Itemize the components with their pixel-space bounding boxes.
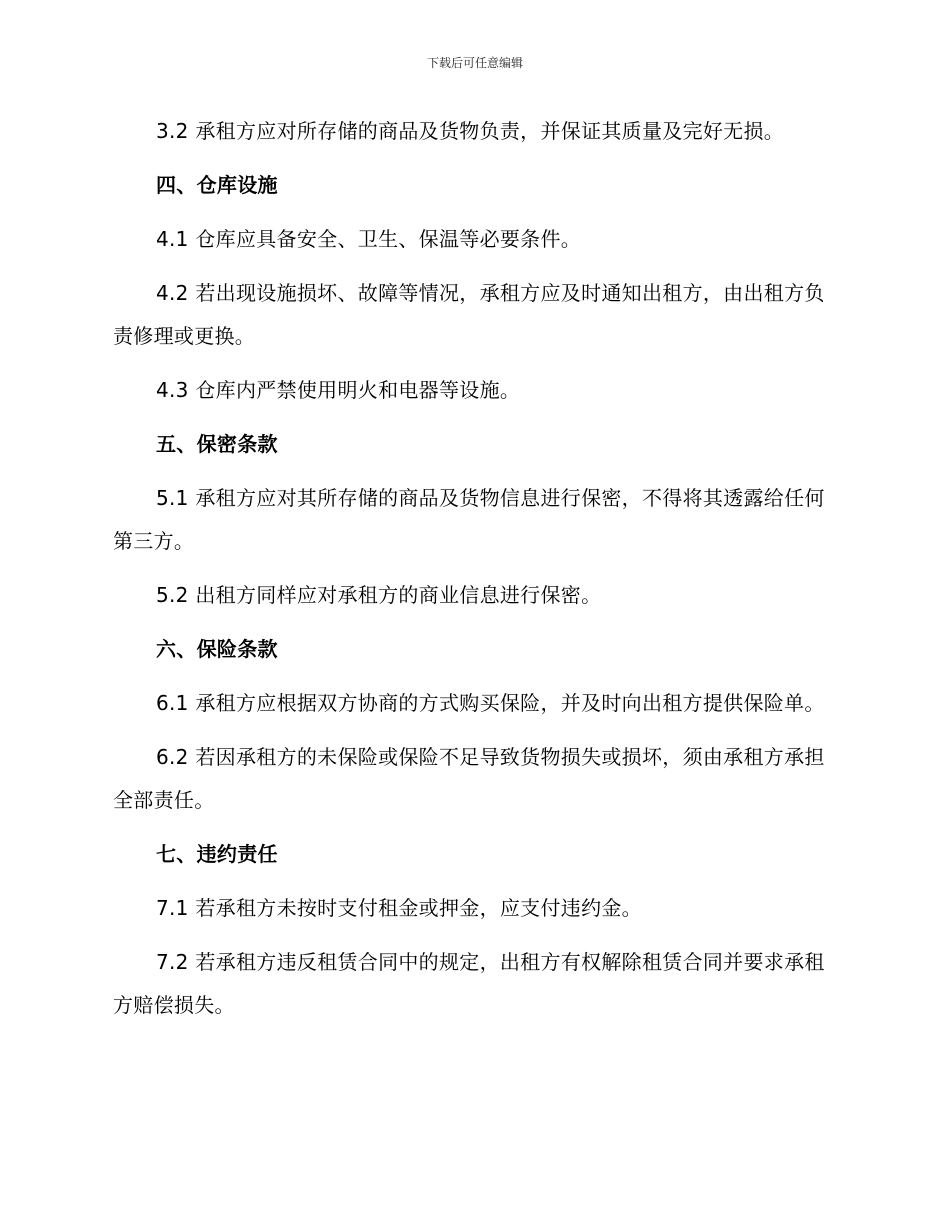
clause-6-1: 6.1 承租方应根据双方协商的方式购买保险，并及时向出租方提供保险单。: [156, 691, 825, 715]
section-heading-insurance: 六、保险条款: [156, 637, 278, 661]
clause-5-1: 5.1 承租方应对其所存储的商品及货物信息进行保密，不得将其透露给任何第三方。: [113, 486, 825, 553]
section-heading-facilities: 四、仓库设施: [156, 173, 278, 197]
clause-4-3: 4.3 仓库内严禁使用明火和电器等设施。: [156, 378, 521, 402]
clause-7-1: 7.1 若承租方未按时支付租金或押金，应支付违约金。: [156, 896, 642, 920]
clause-4-1: 4.1 仓库应具备安全、卫生、保温等必要条件。: [156, 227, 582, 251]
clause-5-2: 5.2 出租方同样应对承租方的商业信息进行保密。: [156, 583, 602, 607]
clause-4-2: 4.2 若出现设施损坏、故障等情况，承租方应及时通知出租方，由出租方负责修理或更换。: [113, 281, 825, 348]
clause-6-2: 6.2 若因承租方的未保险或保险不足导致货物损失或损坏，须由承租方承担全部责任。: [113, 745, 825, 812]
section-heading-confidentiality: 五、保密条款: [156, 432, 278, 456]
clause-3-2: 3.2 承租方应对所存储的商品及货物负责，并保证其质量及完好无损。: [156, 119, 785, 143]
page-header: 下载后可任意编辑: [426, 56, 523, 70]
section-heading-liability: 七、违约责任: [156, 842, 278, 866]
document-body: [113, 110, 825, 1038]
clause-7-2: 7.2 若承租方违反租赁合同中的规定，出租方有权解除租赁合同并要求承租方赔偿损失。: [113, 950, 825, 1017]
